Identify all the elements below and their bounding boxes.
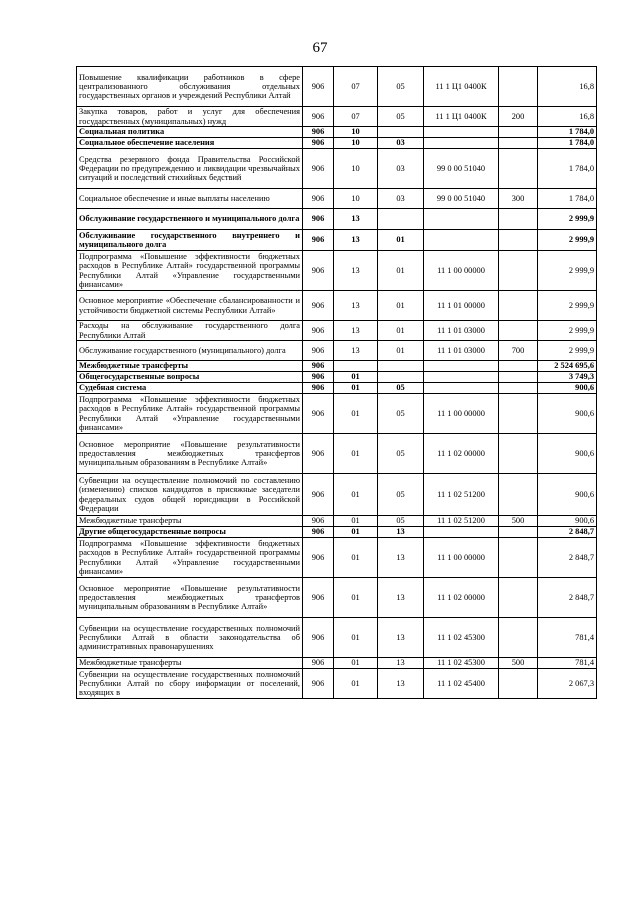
subsection-code: 01 xyxy=(378,291,424,321)
amount: 2 848,7 xyxy=(538,527,597,538)
section-code: 01 xyxy=(334,383,378,394)
ministry-code: 906 xyxy=(303,341,334,361)
target-article xyxy=(424,527,499,538)
table-row xyxy=(77,230,597,251)
table-row xyxy=(77,658,597,669)
table-row xyxy=(77,538,597,578)
target-article xyxy=(424,361,499,372)
target-article: 11 1 00 00000 xyxy=(424,394,499,434)
ministry-code: 906 xyxy=(303,251,334,291)
expense-type xyxy=(499,538,538,578)
amount: 2 999,9 xyxy=(538,291,597,321)
row-name: Межбюджетные трансферты xyxy=(77,516,303,527)
amount: 781,4 xyxy=(538,618,597,658)
table-row xyxy=(77,383,597,394)
ministry-code: 906 xyxy=(303,67,334,107)
table-row xyxy=(77,251,597,291)
amount: 781,4 xyxy=(538,658,597,669)
ministry-code: 906 xyxy=(303,127,334,138)
table-row xyxy=(77,669,597,699)
amount: 2 999,9 xyxy=(538,251,597,291)
subsection-code: 05 xyxy=(378,394,424,434)
target-article: 11 1 Ц1 0400К xyxy=(424,107,499,127)
expense-type xyxy=(499,434,538,474)
table-row xyxy=(77,618,597,658)
section-code: 13 xyxy=(334,230,378,251)
subsection-code: 05 xyxy=(378,107,424,127)
expense-type xyxy=(499,361,538,372)
target-article: 11 1 02 51200 xyxy=(424,516,499,527)
subsection-code: 01 xyxy=(378,251,424,291)
section-code xyxy=(334,361,378,372)
amount: 2 524 695,6 xyxy=(538,361,597,372)
row-name: Обслуживание государственного внутреннего и муниципального долга xyxy=(77,230,303,251)
expense-type xyxy=(499,383,538,394)
expense-type xyxy=(499,230,538,251)
expense-type xyxy=(499,321,538,341)
subsection-code: 05 xyxy=(378,67,424,107)
expense-type xyxy=(499,578,538,618)
amount: 900,6 xyxy=(538,394,597,434)
expense-type xyxy=(499,209,538,230)
subsection-code: 13 xyxy=(378,578,424,618)
section-code: 13 xyxy=(334,291,378,321)
amount: 2 999,9 xyxy=(538,341,597,361)
amount: 2 067,3 xyxy=(538,669,597,699)
row-name: Субвенции на осуществление государственных полномочий Республики Алтай в области законодательства об административных правонарушениях xyxy=(77,618,303,658)
expense-type xyxy=(499,618,538,658)
row-name: Основное мероприятие «Повышение результативности предоставления межбюджетных трансфертов муниципальным образованиям в Республике Алтай» xyxy=(77,434,303,474)
expense-type: 200 xyxy=(499,107,538,127)
amount: 900,6 xyxy=(538,434,597,474)
target-article: 99 0 00 51040 xyxy=(424,189,499,209)
expense-type xyxy=(499,251,538,291)
expense-type xyxy=(499,149,538,189)
target-article: 11 1 Ц1 0400К xyxy=(424,67,499,107)
section-code: 01 xyxy=(334,578,378,618)
table-row xyxy=(77,149,597,189)
expense-type: 500 xyxy=(499,658,538,669)
ministry-code: 906 xyxy=(303,372,334,383)
section-code: 01 xyxy=(334,527,378,538)
ministry-code: 906 xyxy=(303,538,334,578)
amount: 900,6 xyxy=(538,474,597,516)
section-code: 01 xyxy=(334,658,378,669)
ministry-code: 906 xyxy=(303,394,334,434)
subsection-code xyxy=(378,209,424,230)
ministry-code: 906 xyxy=(303,321,334,341)
table-row xyxy=(77,361,597,372)
section-code: 01 xyxy=(334,372,378,383)
subsection-code: 13 xyxy=(378,538,424,578)
ministry-code: 906 xyxy=(303,189,334,209)
ministry-code: 906 xyxy=(303,527,334,538)
expense-type xyxy=(499,372,538,383)
section-code: 13 xyxy=(334,209,378,230)
ministry-code: 906 xyxy=(303,383,334,394)
amount: 1 784,0 xyxy=(538,127,597,138)
table-row xyxy=(77,578,597,618)
amount: 16,8 xyxy=(538,107,597,127)
row-name: Подпрограмма «Повышение эффективности бюджетных расходов в Республике Алтай» государственной программы Республики Алтай «Управление государственными финансами» xyxy=(77,394,303,434)
amount: 900,6 xyxy=(538,383,597,394)
table-row xyxy=(77,107,597,127)
subsection-code: 05 xyxy=(378,383,424,394)
ministry-code: 906 xyxy=(303,669,334,699)
table-row xyxy=(77,138,597,149)
ministry-code: 906 xyxy=(303,107,334,127)
section-code: 01 xyxy=(334,434,378,474)
expense-type xyxy=(499,127,538,138)
row-name: Основное мероприятие «Повышение результативности предоставления межбюджетных трансфертов муниципальным образованиям в Республике Алтай» xyxy=(77,578,303,618)
target-article xyxy=(424,209,499,230)
amount: 16,8 xyxy=(538,67,597,107)
subsection-code: 05 xyxy=(378,516,424,527)
row-name: Обслуживание государственного (муниципального) долга xyxy=(77,341,303,361)
amount: 1 784,0 xyxy=(538,189,597,209)
target-article: 11 1 02 51200 xyxy=(424,474,499,516)
expense-type xyxy=(499,527,538,538)
expense-type: 500 xyxy=(499,516,538,527)
expense-type xyxy=(499,67,538,107)
section-code: 01 xyxy=(334,474,378,516)
target-article: 11 1 01 03000 xyxy=(424,321,499,341)
target-article xyxy=(424,383,499,394)
row-name: Общегосударственные вопросы xyxy=(77,372,303,383)
row-name: Основное мероприятие «Обеспечение сбалансированности и устойчивости бюджетной системы Республики Алтай» xyxy=(77,291,303,321)
target-article xyxy=(424,127,499,138)
table-row xyxy=(77,127,597,138)
table-row xyxy=(77,394,597,434)
table-row xyxy=(77,189,597,209)
ministry-code: 906 xyxy=(303,291,334,321)
ministry-code: 906 xyxy=(303,658,334,669)
table-row xyxy=(77,291,597,321)
subsection-code: 03 xyxy=(378,138,424,149)
budget-table-body xyxy=(77,67,597,699)
table-row xyxy=(77,527,597,538)
target-article: 11 1 01 03000 xyxy=(424,341,499,361)
expense-type xyxy=(499,669,538,699)
budget-table xyxy=(76,66,597,699)
row-name: Межбюджетные трансферты xyxy=(77,658,303,669)
row-name: Закупка товаров, работ и услуг для обеспечения государственных (муниципальных) нужд xyxy=(77,107,303,127)
expense-type xyxy=(499,138,538,149)
table-row xyxy=(77,209,597,230)
section-code: 13 xyxy=(334,321,378,341)
row-name: Межбюджетные трансферты xyxy=(77,361,303,372)
table-row xyxy=(77,434,597,474)
amount: 2 999,9 xyxy=(538,321,597,341)
amount: 2 999,9 xyxy=(538,230,597,251)
expense-type xyxy=(499,474,538,516)
table-row xyxy=(77,516,597,527)
table-row xyxy=(77,372,597,383)
row-name: Подпрограмма «Повышение эффективности бюджетных расходов в Республике Алтай» государственной программы Республики Алтай «Управление государственными финансами» xyxy=(77,251,303,291)
ministry-code: 906 xyxy=(303,618,334,658)
target-article: 99 0 00 51040 xyxy=(424,149,499,189)
amount: 2 999,9 xyxy=(538,209,597,230)
section-code: 13 xyxy=(334,341,378,361)
subsection-code: 01 xyxy=(378,341,424,361)
section-code: 01 xyxy=(334,394,378,434)
target-article: 11 1 00 00000 xyxy=(424,251,499,291)
section-code: 01 xyxy=(334,516,378,527)
subsection-code xyxy=(378,361,424,372)
ministry-code: 906 xyxy=(303,361,334,372)
target-article: 11 1 00 00000 xyxy=(424,538,499,578)
table-row xyxy=(77,321,597,341)
row-name: Субвенции на осуществление полномочий по составлению (изменению) списков кандидатов в присяжные заседатели федеральных судов общей юрисдикции в Российской Федерации xyxy=(77,474,303,516)
amount: 900,6 xyxy=(538,516,597,527)
row-name: Судебная система xyxy=(77,383,303,394)
subsection-code xyxy=(378,127,424,138)
ministry-code: 906 xyxy=(303,578,334,618)
row-name: Подпрограмма «Повышение эффективности бюджетных расходов в Республике Алтай» государственной программы Республики Алтай «Управление государственными финансами» xyxy=(77,538,303,578)
subsection-code: 05 xyxy=(378,434,424,474)
subsection-code: 13 xyxy=(378,527,424,538)
target-article: 11 1 01 00000 xyxy=(424,291,499,321)
expense-type xyxy=(499,291,538,321)
row-name: Повышение квалификации работников в сфере централизованного обслуживания отдельных государственных органов и учреждений Республики Алтай xyxy=(77,67,303,107)
subsection-code: 03 xyxy=(378,149,424,189)
section-code: 01 xyxy=(334,538,378,578)
section-code: 10 xyxy=(334,138,378,149)
section-code: 13 xyxy=(334,251,378,291)
table-row xyxy=(77,341,597,361)
target-article xyxy=(424,138,499,149)
section-code: 10 xyxy=(334,149,378,189)
expense-type: 700 xyxy=(499,341,538,361)
subsection-code: 05 xyxy=(378,474,424,516)
section-code: 10 xyxy=(334,189,378,209)
subsection-code: 03 xyxy=(378,189,424,209)
table-row xyxy=(77,67,597,107)
subsection-code: 13 xyxy=(378,669,424,699)
subsection-code: 01 xyxy=(378,321,424,341)
subsection-code: 01 xyxy=(378,230,424,251)
ministry-code: 906 xyxy=(303,138,334,149)
row-name: Другие общегосударственные вопросы xyxy=(77,527,303,538)
section-code: 07 xyxy=(334,107,378,127)
target-article: 11 1 02 45400 xyxy=(424,669,499,699)
page-number: 67 xyxy=(312,40,328,56)
row-name: Обслуживание государственного и муниципального долга xyxy=(77,209,303,230)
target-article xyxy=(424,372,499,383)
section-code: 01 xyxy=(334,618,378,658)
amount: 1 784,0 xyxy=(538,138,597,149)
row-name: Расходы на обслуживание государственного долга Республики Алтай xyxy=(77,321,303,341)
row-name: Социальная политика xyxy=(77,127,303,138)
ministry-code: 906 xyxy=(303,434,334,474)
target-article: 11 1 02 00000 xyxy=(424,578,499,618)
section-code: 07 xyxy=(334,67,378,107)
section-code: 10 xyxy=(334,127,378,138)
amount: 3 749,3 xyxy=(538,372,597,383)
row-name: Субвенции на осуществление государственных полномочий Республики Алтай по сбору информации от поселений, входящих в xyxy=(77,669,303,699)
ministry-code: 906 xyxy=(303,474,334,516)
row-name: Средства резервного фонда Правительства Российской Федерации по предупреждению и ликвидации чрезвычайных ситуаций и последствий стихийных бедствий xyxy=(77,149,303,189)
table-row xyxy=(77,474,597,516)
target-article: 11 1 02 45300 xyxy=(424,658,499,669)
expense-type: 300 xyxy=(499,189,538,209)
ministry-code: 906 xyxy=(303,209,334,230)
amount: 2 848,7 xyxy=(538,538,597,578)
row-name: Социальное обеспечение и иные выплаты населению xyxy=(77,189,303,209)
amount: 2 848,7 xyxy=(538,578,597,618)
ministry-code: 906 xyxy=(303,230,334,251)
target-article: 11 1 02 00000 xyxy=(424,434,499,474)
ministry-code: 906 xyxy=(303,149,334,189)
target-article: 11 1 02 45300 xyxy=(424,618,499,658)
amount: 1 784,0 xyxy=(538,149,597,189)
row-name: Социальное обеспечение населения xyxy=(77,138,303,149)
target-article xyxy=(424,230,499,251)
subsection-code: 13 xyxy=(378,658,424,669)
ministry-code: 906 xyxy=(303,516,334,527)
subsection-code xyxy=(378,372,424,383)
section-code: 01 xyxy=(334,669,378,699)
expense-type xyxy=(499,394,538,434)
subsection-code: 13 xyxy=(378,618,424,658)
